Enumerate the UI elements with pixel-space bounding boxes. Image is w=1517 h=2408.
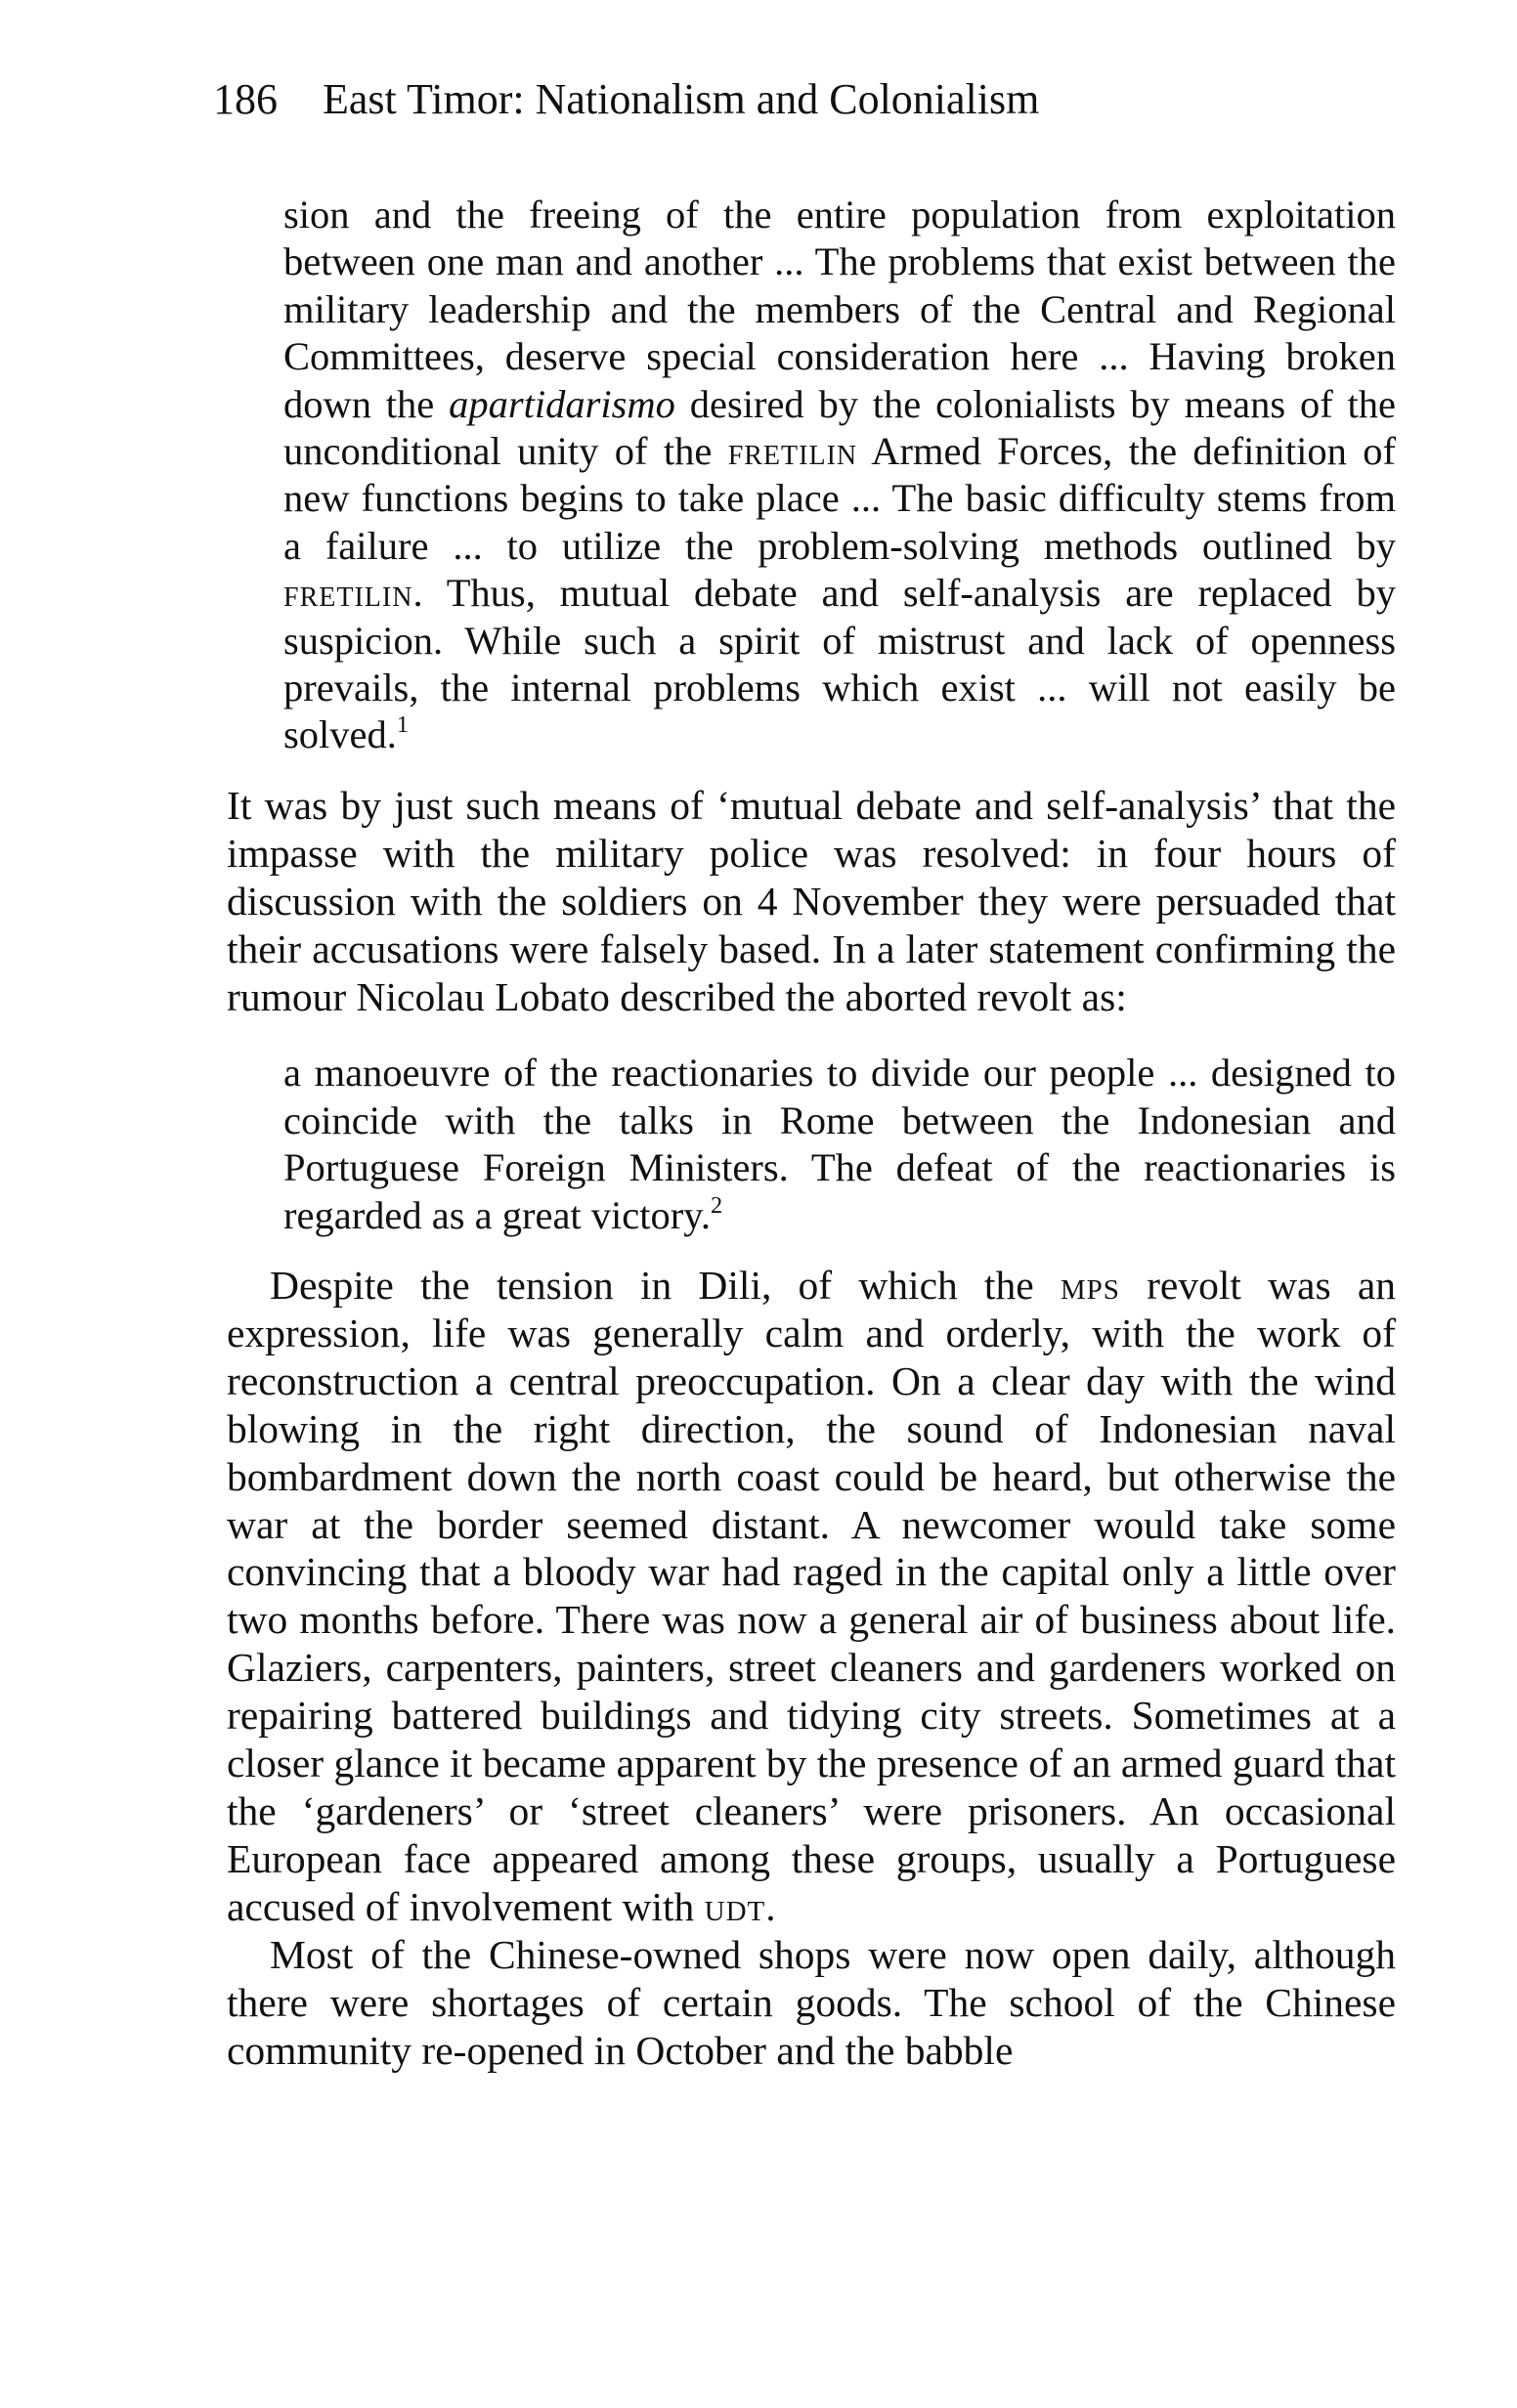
italic-term: apartidarismo [449,381,675,426]
acronym-fretilin: fretilin [727,429,858,474]
footnote-marker: 1 [396,711,410,739]
body-paragraph-2: Despite the tension in Dili, of which the mps revolt was an expression, life was generally calm and orderly, with the work of reconstruction a central preoccupation. On a clear day with the wind blowing in the right direction, the sound of Indonesian naval bombardment down the north coast could be heard, but otherwise the war at the border seemed distant. A newcomer would take some convincing that a bloody war had raged in the capital only a little over two months before. There was now a general air of business about life. Glaziers, carpenters, painters, street cleaners and gardeners worked on repairing battered buildings and tidying city streets. Sometimes at a closer glance it became apparent by the presence of an armed guard that the ‘gardeners’ or ‘street cleaners’ were prisoners. An occasional European face appeared among these groups, usually a Portuguese accused of involvement with udt. [227,1263,1397,1929]
body-paragraph-3: Most of the Chinese-owned shops were now open daily, although there were shortages of certain goods. The school of the Chinese community re-opened in October and the babble [227,1931,1396,2073]
footnote-marker: 2 [711,1191,723,1219]
running-head [213,70,1039,129]
running-title: East Timor: Nationalism and Colonialism [323,75,1040,123]
acronym-mps: mps [1060,1263,1120,1309]
page-number: 186 [213,75,278,123]
acronym-udt: udt [704,1883,766,1929]
block-quote-2: a manoeuvre of the reactionaries to divide our people ... designed to coincide with the talks in Rome between the Indonesian and Portuguese Foreign Ministers. The defeat of the reactionaries is regarded as a great victory.$^2$ [283,1051,1396,1237]
acronym-fretilin: fretilin [283,571,413,616]
body-paragraph-1: It was by just such means of ‘mutual debate and self-analysis’ that the impasse with the military police was resolved: in four hours of discussion with the soldiers on 4 November they were persuaded that their accusations were falsely based. In a later statement confirming the rumour Nicolau Lobato described the aborted revolt as: [227,782,1396,1019]
text-block [227,192,1396,2074]
block-quote-1: sion and the freeing of the entire population from exploitation between one man and another ... The problems that exist between the military leadership and the members of the Central and Regional Committees, deserve special consideration here ... Having broken down the apartidarismo desired by the colonialists by means of the unconditional unity of the fretilin Armed Forces, the definition of new functions begins to take place ... The basic difficulty stems from a failure ... to utilize the problem-solving methods outlined by fretilin. Thus, mutual debate and self-analysis are replaced by suspicion. While such a spirit of mistrust and lack of openness prevails, the internal problems which exist ... will not easily be solved.$^1$ [283,193,1397,757]
